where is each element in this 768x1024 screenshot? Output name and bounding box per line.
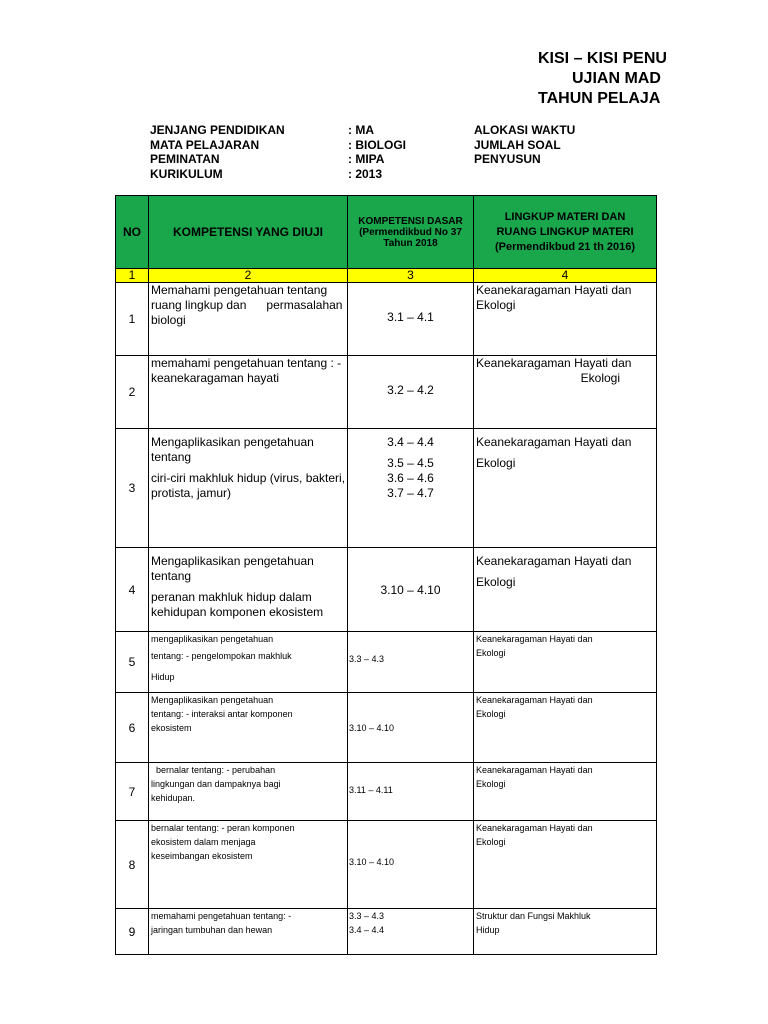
kompetensi-line: keanekaragaman hayati <box>151 371 280 385</box>
kd-cell <box>348 693 474 763</box>
kompetensi-line: biologi <box>151 313 186 327</box>
kd-cell <box>348 821 474 909</box>
lingkup-line: Keanekaragaman Hayati dan <box>476 554 632 568</box>
table-row <box>116 548 657 632</box>
kd-line: 3.10 – 4.10 <box>380 583 441 597</box>
column-number: 4 <box>474 269 657 283</box>
kd-line: 3.10 – 4.10 <box>349 723 395 733</box>
lingkup-cell <box>474 429 657 548</box>
kompetensi-line: ekosistem dalam menjaga <box>151 837 256 847</box>
kompetensi-line: keseimbangan ekosistem <box>151 851 253 861</box>
kd-cell <box>348 429 474 548</box>
kompetensi-cell <box>149 632 348 693</box>
table-row <box>116 909 657 955</box>
kompetensi-line: Hidup <box>151 672 175 682</box>
header-lm-line: RUANG LINGKUP MATERI <box>496 225 634 238</box>
kd-line: 3.3 – 4.3 <box>349 654 385 664</box>
lingkup-line: Keanekaragaman Hayati dan <box>476 823 593 833</box>
kompetensi-line: kehidupan. <box>151 793 196 803</box>
row-number: 1 <box>116 283 149 356</box>
meta-value: : MIPA <box>348 152 385 166</box>
meta-value: : BIOLOGI <box>348 137 406 152</box>
lingkup-line: Ekologi <box>476 837 506 847</box>
kompetensi-cell <box>149 763 348 821</box>
row-number: 6 <box>116 693 149 763</box>
meta-key: JENJANG PENDIDIKAN <box>150 123 285 137</box>
table-row <box>116 763 657 821</box>
kompetensi-line: ciri-ciri makhluk hidup (virus, bakteri, <box>151 471 346 485</box>
header-kompetensi-diuji: KOMPETENSI YANG DIUJI <box>149 196 348 269</box>
kompetensi-line: bernalar tentang: - peran komponen <box>151 823 295 833</box>
lingkup-cell <box>474 548 657 632</box>
kompetensi-line: Mengaplikasikan pengetahuan tentang <box>151 435 314 464</box>
table-row <box>116 356 657 429</box>
kompetensi-line: memahami pengetahuan tentang: - <box>151 911 292 921</box>
column-number: 2 <box>149 269 348 283</box>
meta-right-key: ALOKASI WAKTU <box>474 123 576 137</box>
table-row <box>116 821 657 909</box>
header-lm-line: (Permendikbud 21 th 2016) <box>495 240 635 253</box>
lingkup-line: Ekologi <box>476 298 516 312</box>
row-number: 7 <box>116 763 149 821</box>
row-number: 5 <box>116 632 149 693</box>
header-kd-line: KOMPETENSI DASAR <box>358 215 463 227</box>
kompetensi-line: kehidupan komponen ekosistem <box>151 605 324 619</box>
kd-line: 3.10 – 4.10 <box>349 857 395 867</box>
kd-line: 3.11 – 4.11 <box>349 785 393 795</box>
header-lingkup-materi <box>474 196 657 269</box>
kompetensi-cell <box>149 429 348 548</box>
column-number: 3 <box>348 269 474 283</box>
meta-key: MATA PELAJARAN <box>150 137 260 152</box>
doc-title-line1: KISI – KISI PENU <box>538 50 667 67</box>
header-no: NO <box>116 196 149 269</box>
lingkup-line: Ekologi <box>476 575 516 589</box>
kd-line: 3.2 – 4.2 <box>387 383 434 397</box>
kompetensi-line: memahami pengetahuan tentang : - <box>151 356 342 370</box>
kompetensi-line: Mengaplikasikan pengetahuan tentang <box>151 554 314 583</box>
kd-cell <box>348 763 474 821</box>
table-header-row <box>116 196 657 269</box>
meta-key: PEMINATAN <box>150 152 220 166</box>
lingkup-line: Keanekaragaman Hayati dan <box>476 634 593 644</box>
lingkup-cell <box>474 821 657 909</box>
column-number: 1 <box>116 269 149 283</box>
header-kompetensi-dasar <box>348 196 474 269</box>
kompetensi-line: protista, jamur) <box>151 486 232 500</box>
lingkup-cell <box>474 356 657 429</box>
column-number-row <box>116 269 657 283</box>
kompetensi-line: tentang: - pengelompokan makhluk <box>151 651 292 661</box>
kompetensi-cell <box>149 548 348 632</box>
kompetensi-line: Memahami pengetahuan tentang <box>151 283 328 297</box>
kd-line: 3.4 – 4.4 <box>349 925 385 935</box>
lingkup-line: Ekologi <box>476 709 506 719</box>
lingkup-line: Keanekaragaman Hayati dan <box>476 695 593 705</box>
lingkup-line: Keanekaragaman Hayati dan <box>476 435 632 449</box>
row-number: 8 <box>116 821 149 909</box>
lingkup-cell <box>474 693 657 763</box>
kd-cell <box>348 283 474 356</box>
header-kd-line: Tahun 2018 <box>383 237 438 249</box>
kd-cell <box>348 356 474 429</box>
header-lm-line: LINGKUP MATERI DAN <box>504 210 626 223</box>
lingkup-line: Hidup <box>476 925 500 935</box>
lingkup-line: Ekologi <box>580 371 620 385</box>
kompetensi-line: ruang lingkup dan permasalahan <box>151 298 343 312</box>
kompetensi-line: ekosistem <box>151 723 192 733</box>
kompetensi-cell <box>149 693 348 763</box>
kompetensi-line: mengaplikasikan pengetahuan <box>151 634 274 644</box>
lingkup-cell <box>474 283 657 356</box>
kisi-kisi-table <box>115 195 657 955</box>
kompetensi-cell <box>149 356 348 429</box>
kd-cell <box>348 909 474 955</box>
lingkup-line: Keanekaragaman Hayati dan <box>476 356 632 370</box>
lingkup-line: Struktur dan Fungsi Makhluk <box>476 911 591 921</box>
meta-right-key: PENYUSUN <box>474 152 541 166</box>
row-number: 3 <box>116 429 149 548</box>
kompetensi-cell <box>149 909 348 955</box>
lingkup-cell <box>474 909 657 955</box>
lingkup-line: Keanekaragaman Hayati dan <box>476 765 593 775</box>
kompetensi-line: bernalar tentang: - perubahan <box>151 765 276 775</box>
kd-line: 3.1 – 4.1 <box>387 310 434 324</box>
doc-title-line2: UJIAN MAD <box>572 70 661 87</box>
lingkup-line: Ekologi <box>476 456 516 470</box>
kd-line: 3.6 – 4.6 <box>387 471 434 485</box>
kd-line: 3.4 – 4.4 <box>387 435 434 449</box>
table-row <box>116 632 657 693</box>
kd-line: 3.7 – 4.7 <box>387 486 434 500</box>
kompetensi-line: jaringan tumbuhan dan hewan <box>151 925 273 935</box>
meta-value: : MA <box>348 123 374 137</box>
kompetensi-line: Mengaplikasikan pengetahuan <box>151 695 274 705</box>
row-number: 2 <box>116 356 149 429</box>
kd-line: 3.5 – 4.5 <box>387 456 434 470</box>
kompetensi-line: tentang: - interaksi antar komponen <box>151 709 293 719</box>
doc-title-line3: TAHUN PELAJA <box>538 90 661 107</box>
meta-value: : 2013 <box>348 166 383 181</box>
kompetensi-line: lingkungan dan dampaknya bagi <box>151 779 281 789</box>
meta-right-key: JUMLAH SOAL <box>474 137 561 152</box>
kompetensi-line: peranan makhluk hidup dalam <box>151 590 312 604</box>
table-row <box>116 429 657 548</box>
header-kd-line: (Permendikbud No 37 <box>359 226 462 238</box>
lingkup-line: Keanekaragaman Hayati dan <box>476 283 632 297</box>
kompetensi-cell <box>149 283 348 356</box>
kd-line: 3.3 – 4.3 <box>349 911 385 921</box>
kd-cell <box>348 548 474 632</box>
lingkup-line: Ekologi <box>476 779 506 789</box>
row-number: 4 <box>116 548 149 632</box>
lingkup-line: Ekologi <box>476 648 506 658</box>
lingkup-cell <box>474 763 657 821</box>
table-row <box>116 283 657 356</box>
lingkup-cell <box>474 632 657 693</box>
kd-cell <box>348 632 474 693</box>
row-number: 9 <box>116 909 149 955</box>
table-row <box>116 693 657 763</box>
kompetensi-cell <box>149 821 348 909</box>
meta-key: KURIKULUM <box>150 166 223 181</box>
